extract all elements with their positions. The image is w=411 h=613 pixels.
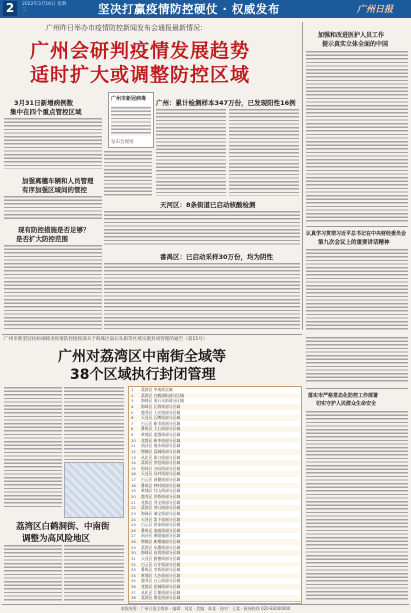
table-cell: 海珠区 瑞宝街部分区域: [141, 510, 181, 516]
table-cell: 花都区 花城街部分区域: [141, 584, 181, 590]
divider: [2, 334, 302, 335]
right-title-1: 加强和改进医护人员工作: [318, 32, 385, 39]
table-cell: 番禺区 大石街部分区域: [141, 426, 181, 432]
table-row-number: 20: [131, 494, 136, 499]
table-cell: 越秀区 人民街部分区域: [141, 409, 181, 415]
callout-caption: 发布会现场: [111, 140, 134, 145]
text-block: [306, 50, 408, 222]
page-footer: 本版统筹：广州日报全媒体 · 编辑：刘某 · 美编：陈某 · 校对：王某 · 新闻热线 020-83000000: [120, 606, 291, 611]
table-cell: 荔湾区 东漖街部分区域: [141, 544, 181, 550]
table-row-number: 9: [131, 432, 134, 438]
table-cell: 增城区 荔城街部分区域: [141, 448, 181, 454]
table-row-number: 24: [131, 516, 136, 522]
table-cell: 荔湾区 冲口街部分区域: [141, 505, 181, 511]
table-row-number: 3: [131, 398, 134, 404]
table-row-number: 34: [131, 572, 136, 578]
table-cell: 海珠区 昌岗街部分区域: [141, 550, 181, 556]
bottom-headline-1: 荔湾区白鹤洞街、中南街: [16, 522, 110, 532]
table-row-number: 30: [131, 550, 136, 556]
table-row-number: 19: [131, 488, 136, 494]
table-row-number: 5: [131, 409, 134, 415]
table-cell: 从化区 街口街部分区域: [141, 454, 181, 460]
divider: [306, 388, 408, 389]
text-block: [104, 210, 300, 246]
lead-kicker: 广州昨日举办市疫情防控新闻发布会通报最新情况：: [46, 24, 207, 32]
table-cell: 天河区 猎德街部分区域: [141, 555, 181, 561]
table-cell: 越秀区 洪桥街部分区域: [141, 494, 181, 499]
table-cell: 白云区 石井街部分区域: [141, 561, 181, 567]
text-block: [4, 244, 102, 330]
subhead-fanyu: 番禺区：已启动采样30万份，均为阴性: [160, 253, 274, 261]
table-cell: 海珠区 南石头街部分区域: [141, 398, 184, 404]
text-block: [306, 336, 408, 384]
table-row-number: 2: [131, 392, 134, 398]
right-title-2: 认真学习贯彻习近平总书记在中央财经委员会: [306, 231, 407, 237]
table-cell: 从化区 江埔街部分区域: [141, 589, 181, 595]
table-row-number: 17: [131, 477, 136, 483]
table-row-number: 35: [131, 578, 136, 584]
table-cell: 荔湾区 海龙街部分区域: [141, 595, 181, 601]
subhead-march31-b: 集中在四个重点管控区域: [10, 108, 82, 116]
table-cell: 海珠区 沙园街部分区域: [141, 465, 181, 471]
table-row-number: 22: [131, 505, 136, 511]
section-title: 坚决打赢疫情防控硬仗 · 权威发布: [98, 2, 280, 16]
text-block: [104, 150, 152, 196]
table-row: [129, 595, 301, 602]
text-block: [104, 262, 300, 330]
text-block: [4, 386, 62, 508]
table-cell: 南沙区 黄阁镇部分区域: [141, 533, 181, 539]
subhead-question-b: 是否扩大防控范围: [16, 235, 68, 243]
header-meta: 2022年3月16日 星期三: [22, 2, 66, 13]
table-cell: 天河区 员村街部分区域: [141, 471, 181, 477]
text-block: [64, 544, 124, 602]
table-row-number: 8: [131, 426, 134, 432]
page-number: 2: [3, 1, 17, 16]
table-cell: 番禺区 市桥街部分区域: [141, 567, 181, 573]
callout-box: [108, 92, 154, 148]
table-row-number: 38: [131, 595, 136, 601]
table-row-number: 26: [131, 527, 136, 533]
table-cell: 南沙区 南沙街部分区域: [141, 443, 181, 449]
closure-table: [128, 386, 302, 604]
table-cell: 荔湾区 茶滘街部分区域: [141, 460, 181, 466]
table-row-number: 11: [131, 443, 136, 449]
map-graphic: [64, 462, 124, 518]
text-block: [306, 248, 408, 330]
table-cell: 黄埔区 红山街部分区域: [141, 488, 181, 494]
text-block: [229, 108, 299, 196]
table-cell: 花都区 秀全街部分区域: [141, 499, 181, 505]
subhead-traffic-b: 有序加强区域间的管控: [22, 186, 87, 194]
table-row-number: 33: [131, 567, 136, 573]
table-row-number: 28: [131, 539, 136, 545]
table-row-number: 31: [131, 555, 136, 561]
table-row-number: 4: [131, 403, 134, 409]
second-headline-2: 38个区域执行封闭管理: [70, 367, 216, 383]
text-block: [4, 195, 102, 219]
table-row-number: 12: [131, 448, 136, 454]
table-row-number: 37: [131, 589, 136, 595]
column-divider: [302, 22, 303, 330]
subhead-tests: 广州：累计检测样本347万份，已发现阳性16例: [156, 99, 296, 107]
table-cell: 番禺区 洛浦街部分区域: [141, 527, 181, 533]
text-block: [4, 544, 62, 602]
callout-body: [111, 106, 151, 136]
table-row-number: 15: [131, 465, 136, 471]
text-block: [156, 108, 226, 196]
table-cell: 番禺区 钟村街部分区域: [141, 482, 181, 488]
table-row-number: 21: [131, 499, 136, 505]
table-cell: 海珠区 江海街部分区域: [141, 403, 181, 409]
callout-title: 广州市新冠病毒: [111, 96, 147, 102]
table-row-number: 13: [131, 454, 136, 460]
newspaper-logo: 广州日报: [357, 5, 394, 15]
divider: [306, 226, 408, 227]
second-kicker: 广州市新型冠状病毒肺炎疫情防控指挥部关于海珠区南石头街等区域实施封闭管理的通告（第15号）: [4, 337, 208, 342]
text-block: [64, 386, 124, 460]
table-cell: 荔湾区 白鹤洞街部分区域: [141, 392, 184, 398]
lead-headline-2: 适时扩大或调整防控区域: [30, 64, 251, 86]
table-cell: 天河区 棠下街部分区域: [141, 516, 181, 522]
table-row-number: 1: [131, 387, 134, 392]
table-cell: 白云区 同德街部分区域: [141, 477, 181, 483]
right-title-3b: 切实守护人民群众生命安全: [316, 401, 377, 407]
subhead-tianhe: 天河区：8条街道已启动核酸检测: [160, 201, 256, 209]
table-row-number: 32: [131, 561, 136, 567]
table-cell: 天河区 石牌街部分区域: [141, 415, 181, 421]
table-row-number: 10: [131, 437, 136, 443]
subhead-traffic: 加强离穗车辆和人员管理: [22, 177, 94, 185]
table-cell: 花都区 新华街部分区域: [141, 437, 181, 443]
table-row-number: 29: [131, 544, 136, 550]
table-cell: 白云区 景泰街部分区域: [141, 522, 181, 528]
table-cell: 白云区 新市街部分区域: [141, 420, 181, 426]
table-cell: 荔湾区 中南街全域: [141, 387, 173, 392]
subhead-question: 现有防控措施是否足够？: [18, 226, 90, 234]
table-row-number: 7: [131, 420, 134, 426]
text-block: [4, 117, 102, 169]
subhead-march31: 3月31日新增病例数: [14, 99, 74, 107]
table-cell: 增城区 新塘镇部分区域: [141, 539, 181, 545]
right-title-3: 落实市严格常态化防控工作部署: [308, 393, 379, 399]
table-cell: 黄埔区 大沙街部分区域: [141, 572, 181, 578]
bottom-headline-2: 调整为高风险地区: [22, 534, 91, 544]
right-title-2b: 第九次会议上的重要讲话精神: [318, 240, 390, 246]
table-row-number: 6: [131, 415, 134, 421]
table-row-number: 16: [131, 471, 136, 477]
page-header-bar: [0, 0, 411, 18]
table-row-number: 25: [131, 522, 136, 528]
table-cell: 越秀区 白云街部分区域: [141, 578, 181, 584]
table-row-number: 27: [131, 533, 136, 539]
second-headline-1: 广州对荔湾区中南街全域等: [58, 349, 226, 365]
table-row-number: 14: [131, 460, 136, 466]
table-cell: 黄埔区 夏港街部分区域: [141, 432, 181, 438]
text-block: [306, 410, 408, 602]
table-row-number: 36: [131, 584, 136, 590]
table-row-number: 18: [131, 482, 136, 488]
table-row-number: 23: [131, 510, 136, 516]
lead-headline-1: 广州会研判疫情发展趋势: [30, 40, 251, 62]
right-title-1b: 提示真实立体全面的中国: [322, 41, 389, 48]
